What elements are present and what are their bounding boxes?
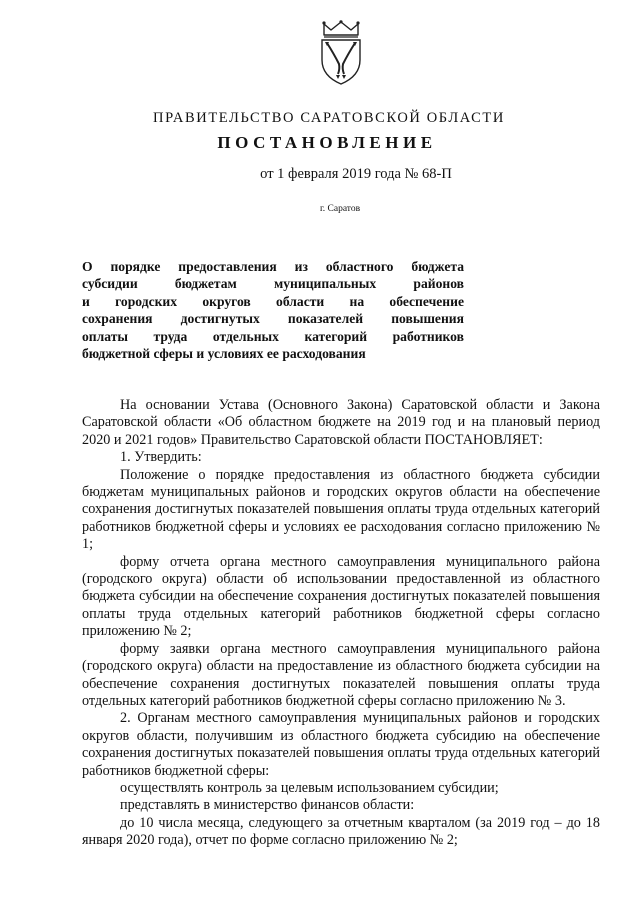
subject-line: субсидии бюджетам муниципальных районов	[82, 276, 464, 292]
document-type: ПОСТАНОВЛЕНИЕ	[217, 133, 437, 152]
saratov-coat-of-arms-icon	[318, 20, 364, 86]
body-paragraph: форму заявки органа местного самоуправления муниципального района (городского округа) области на предоставление из областного бюджета субсидии на обеспечение сохранения достигнутых показателей повышения оплаты труда отдельных категорий работников бюджетной сферы согласно приложению № 3.	[82, 640, 600, 709]
subject-line: и городских округов области на обеспечение	[82, 293, 464, 309]
decree-subject	[82, 258, 464, 362]
subject-line: О порядке предоставления из областного бюджета	[82, 259, 464, 274]
body-paragraph: представлять в министерство финансов области:	[120, 797, 415, 814]
decree-body	[82, 397, 600, 850]
body-paragraph: На основании Устава (Основного Закона) Саратовской области и Закона Саратовской области «Об областном бюджете на 2019 год и на плановый период 2020 и 2021 годов» Правительство Саратовской области ПОСТАНОВЛЯЕТ:	[82, 397, 600, 448]
body-paragraph: до 10 числа месяца, следующего за отчетным кварталом (за 2019 год – до 18 января 2020 года), отчет по форме согласно приложению № 2;	[82, 814, 600, 849]
body-paragraph: 2. Органам местного самоуправления муниципальных районов и городских округов области, получившим из областного бюджета субсидию на обеспечение сохранения достигнутых показателей повышения оплаты труда отдельных категорий работников бюджетной сферы:	[82, 710, 600, 779]
body-paragraph: 1. Утвердить:	[120, 449, 202, 466]
city-name: г. Саратов	[319, 204, 361, 214]
body-paragraph: форму отчета органа местного самоуправления муниципального района (городского округа) области об использовании предоставленной из областного бюджета субсидии на обеспечение сохранения достигнутых показателей повышения оплаты труда отдельных категорий работников бюджетной сферы согласно приложению № 2;	[82, 553, 600, 640]
subject-line: бюджетной сферы и условиях ее расходования	[82, 346, 366, 362]
government-name: ПРАВИТЕЛЬСТВО САРАТОВСКОЙ ОБЛАСТИ	[153, 110, 505, 126]
body-paragraph: Положение о порядке предоставления из областного бюджета субсидии бюджетам муниципальных районов и городских округов области на обеспечение сохранения достигнутых показателей повышения оплаты труда отдельных категорий работников бюджетной сферы и условиях ее расходования согласно приложению № 1;	[82, 466, 600, 553]
subject-line: оплаты труда отдельных категорий работников	[82, 328, 464, 344]
body-paragraph: осуществлять контроль за целевым использованием субсидии;	[120, 779, 499, 796]
date-and-number: от 1 февраля 2019 года № 68-П	[260, 166, 452, 182]
subject-line: сохранения достигнутых показателей повышения	[82, 311, 464, 327]
